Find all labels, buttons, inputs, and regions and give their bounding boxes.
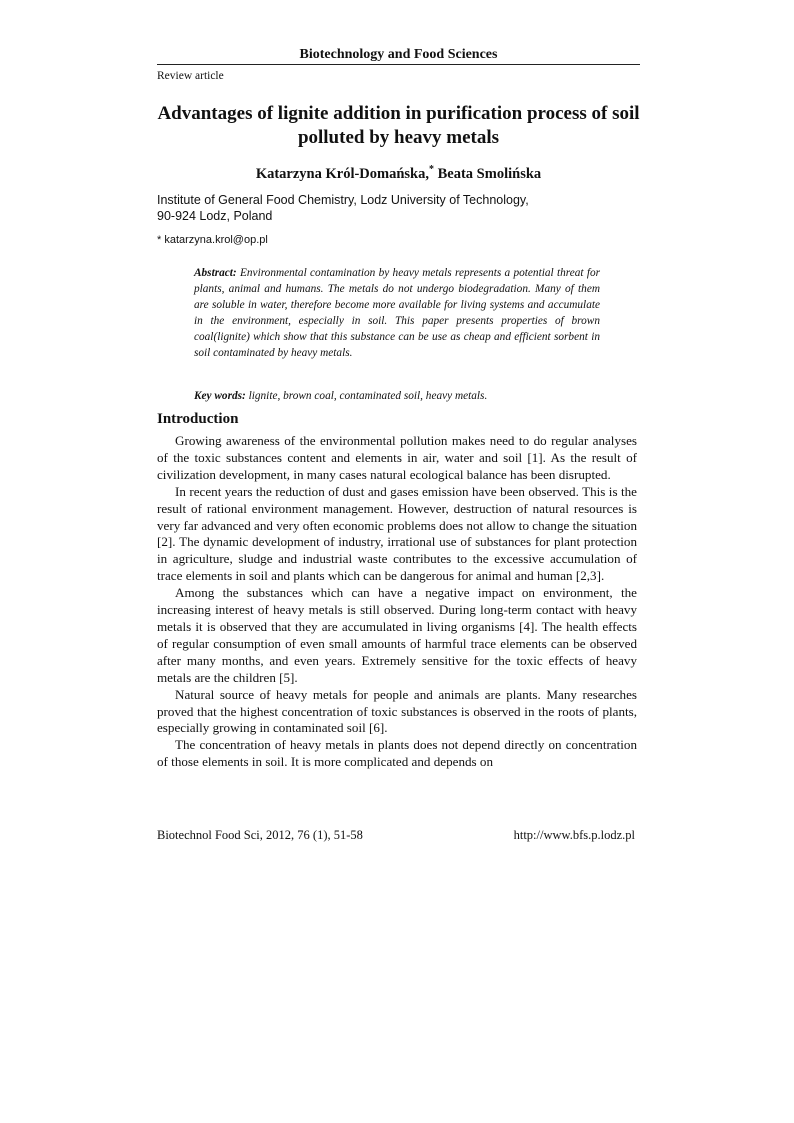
affiliation-line-2: 90-924 Lodz, Poland bbox=[157, 209, 273, 223]
introduction-body bbox=[157, 433, 637, 771]
paragraph: Growing awareness of the environmental pollution makes need to do regular analyses of the toxic substances content and elements in air, water and soil [1]. As the result of civilization development, in many cases natural ecological balance has been disrupted. bbox=[157, 433, 637, 482]
article-title: Advantages of lignite addition in purification process of soil polluted by heavy metals bbox=[157, 103, 640, 148]
affiliation-line-1: Institute of General Food Chemistry, Lodz University of Technology, bbox=[157, 193, 529, 207]
author-2: Beata Smolińska bbox=[437, 166, 542, 182]
paragraph: Among the substances which can have a negative impact on environment, the increasing interest of heavy metals is still observed. During long-term contact with heavy metals it is observed that they are accumulated in living organisms [4]. The health effects of regular consumption of even small amounts of harmful trace elements can be observed after many months, and even years. Extremely sensitive for the toxic effects of heavy metals are the children [5]. bbox=[157, 585, 637, 685]
paragraph: Natural source of heavy metals for people and animals are plants. Many researches proved that the highest concentration of toxic substances is observed in the roots of plants, especially growing in contaminated soil [6]. bbox=[157, 686, 637, 736]
header-rule bbox=[157, 64, 640, 65]
author-1: Katarzyna Król-Domańska, bbox=[255, 166, 429, 182]
footer-citation: Biotechnol Food Sci, 2012, 76 (1), 51-58 bbox=[157, 828, 363, 842]
authors bbox=[157, 164, 640, 184]
abstract-text: Environmental contamination by heavy metals represents a potential threat for plants, animal and humans. The metals do not undergo biodegradation. Many of them are soluble in water, therefore become more available for living systems and accumulate in the environment, especially in soil. This paper presents properties of brown coal(lignite) which show that this substance can be use as cheap and efficient sorbent in soil contaminated by heavy metals. bbox=[194, 267, 601, 359]
keywords-label: Key words: bbox=[194, 390, 246, 402]
paragraph: In recent years the reduction of dust and gases emission have been observed. This is the result of rational environment management. However, destruction of natural resources is very far advanced and very often economic problems does not allow to change the situation [2]. The dynamic development of industry, irrational use of substances for plant protection in agriculture, sludge and industrial waste contributes to the excessive accumulation of trace elements in soil and plants which can be dangerous for animal and human [2,3]. bbox=[157, 483, 637, 584]
journal-header: Biotechnology and Food Sciences bbox=[299, 47, 498, 62]
author-email[interactable]: * katarzyna.krol@op.pl bbox=[157, 234, 268, 246]
paragraph: The concentration of heavy metals in plants does not depend directly on concentration of those elements in soil. It is more complicated and depends on bbox=[157, 737, 637, 770]
abstract-label: Abstract: bbox=[194, 267, 237, 279]
keywords-text: lignite, brown coal, contaminated soil, heavy metals. bbox=[248, 390, 488, 402]
affiliation bbox=[157, 192, 597, 224]
keywords bbox=[194, 388, 600, 404]
abstract bbox=[194, 265, 600, 361]
footer-url[interactable]: http://www.bfs.p.lodz.pl bbox=[513, 828, 635, 842]
section-heading-introduction: Introduction bbox=[157, 411, 239, 427]
article-type: Review article bbox=[157, 70, 224, 82]
corresponding-author-mark: * bbox=[429, 164, 434, 176]
